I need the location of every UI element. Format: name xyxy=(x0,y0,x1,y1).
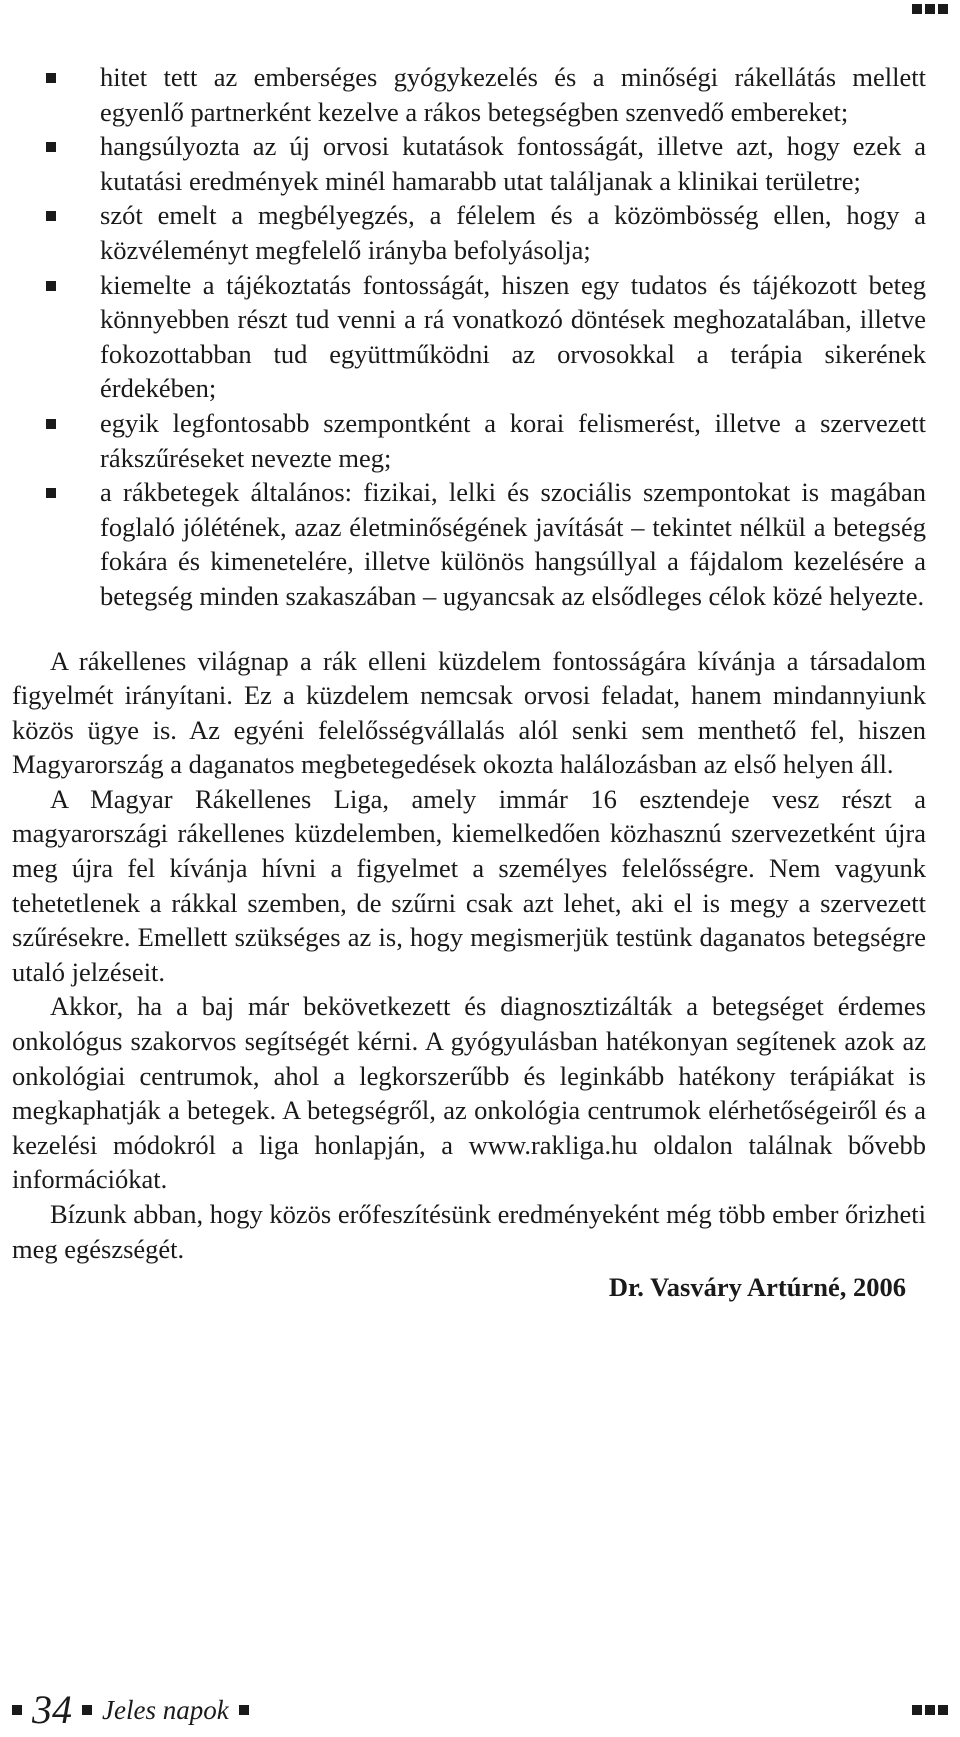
footer-square-icon xyxy=(12,1705,22,1715)
author-signature: Dr. Vasváry Artúrné, 2006 xyxy=(608,1272,906,1303)
list-item: a rákbetegek általános: fizikai, lelki és szociális szempontokat is magában foglaló jólétének, azaz életminőségének javítását – tekintet nélkül a betegség fokára és kimenetelére, illetve különös hangsúllyal a fájdalom kezelésére a betegség minden szakaszában – ugyancsak az elsődleges célok közé helyezte. xyxy=(12,475,926,613)
ornament-square xyxy=(912,4,922,14)
section-title: Jeles napok xyxy=(102,1694,229,1725)
list-item: szót emelt a megbélyegzés, a félelem és a közömbösség ellen, hogy a közvéleményt megfelelő irányba befolyásolja; xyxy=(12,198,926,267)
page-number: 34 xyxy=(32,1687,72,1732)
ornament-square xyxy=(912,1705,922,1715)
bullet-square-icon xyxy=(46,488,56,498)
page-footer xyxy=(12,1687,948,1732)
list-item: hitet tett az emberséges gyógykezelés és a minőségi rákellátás mellett egyenlő partnerként kezelve a rákos betegségben szenvedő embereket; xyxy=(12,60,926,129)
bullet-square-icon xyxy=(46,419,56,429)
paragraph: A Magyar Rákellenes Liga, amely immár 16 esztendeje vesz részt a magyarországi rákellenes küzdelemben, kiemelkedően közhasznú szervezetként újra meg újra fel kívánja hívni a figyelmet a személyes felelősségre. Nem vagyunk tehetetlenek a rákkal szemben, de szűrni csak azt lehet, aki el is megy a szervezett szűrésekre. Emellett szükséges az is, hogy megismerjük testünk daganatos betegségre utaló jelzéseit. xyxy=(12,783,926,987)
page-body xyxy=(12,60,926,1305)
corner-ornament xyxy=(912,4,948,14)
bullet-square-icon xyxy=(46,211,56,221)
ornament-square xyxy=(925,4,935,14)
footer-ornament xyxy=(912,1705,948,1715)
ornament-square xyxy=(938,4,948,14)
list-item: hangsúlyozta az új orvosi kutatások fontosságát, illetve azt, hogy ezek a kutatási eredmények minél hamarabb utat találjanak a klinikai területre; xyxy=(12,129,926,198)
ornament-square xyxy=(938,1705,948,1715)
paragraph: Akkor, ha a baj már bekövetkezett és diagnosztizálták a betegséget érdemes onkológus szakorvos segítségét kérni. A gyógyulásban hatékonyan segítenek azok az onkológiai centrumok, ahol a legkorszerűbb és leginkább hatékony terápiákat is megkaphatják a betegek. A betegségről, az onkológia centrumok elérhetőségeiről és a kezelési módokról a liga honlapján, a www.rakliga.hu oldalon találnak bővebb információkat. xyxy=(12,991,926,1195)
paragraph: Bízunk abban, hogy közös erőfeszítésünk eredményeként még több ember őrizheti meg egészségét. xyxy=(12,1199,926,1264)
bullet-square-icon xyxy=(46,142,56,152)
list-item: egyik legfontosabb szempontként a korai felismerést, illetve a szervezett rákszűréseket nevezte meg; xyxy=(12,406,926,475)
ornament-square xyxy=(925,1705,935,1715)
bullet-square-icon xyxy=(46,73,56,83)
footer-square-icon xyxy=(239,1705,249,1715)
paragraph: A rákellenes világnap a rák elleni küzdelem fontosságára kívánja a társadalom figyelmét irányítani. Ez a küzdelem nemcsak orvosi feladat, hanem mindannyiunk közös ügye is. Az egyéni felelősségvállalás alól senki sem menthető fel, hiszen Magyarország a daganatos megbetegedések okozta halálozásban az első helyen áll. xyxy=(12,645,926,780)
body-text xyxy=(12,644,926,1267)
bullet-square-icon xyxy=(46,281,56,291)
footer-square-icon xyxy=(82,1705,92,1715)
list-item: kiemelte a tájékoztatás fontosságát, hiszen egy tudatos és tájékozott beteg könnyebben részt tud venni a rá vonatkozó döntések meghozatalában, illetve fokozottabban tud együttműködni az orvosokkal a terápia sikerének érdekében; xyxy=(12,268,926,406)
bullet-list xyxy=(12,60,926,614)
